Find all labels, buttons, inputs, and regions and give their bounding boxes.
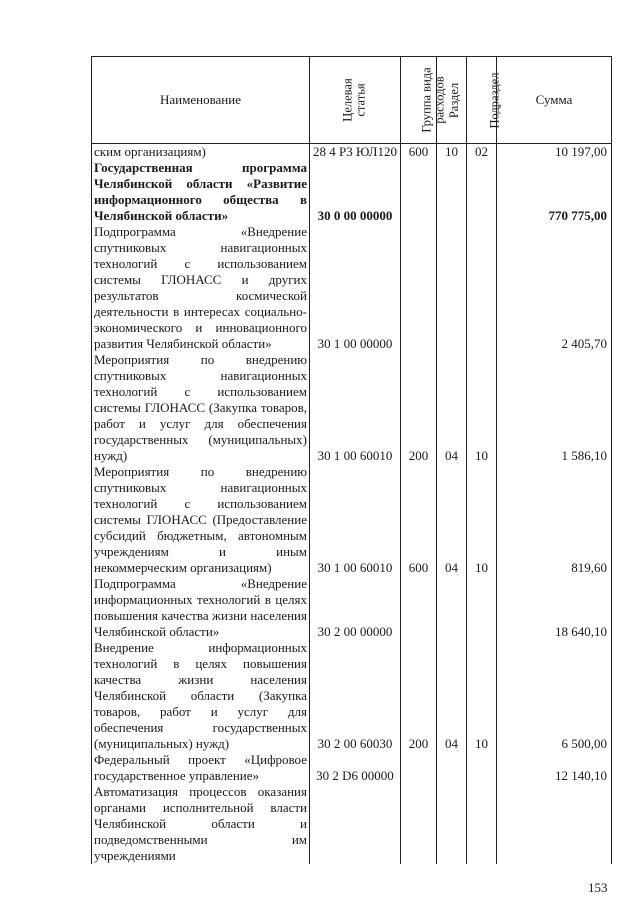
row-subsection: 10 [467, 352, 497, 464]
row-name: ским организациям) [92, 144, 310, 161]
row-section: 04 [437, 464, 467, 576]
page-number: 153 [588, 880, 608, 895]
row-section [437, 752, 467, 784]
table-row [92, 576, 612, 640]
row-section [437, 160, 467, 224]
row-target-article: 30 2 00 60030 [310, 640, 401, 752]
row-subsection: 10 [467, 640, 497, 752]
row-name: Подпрограмма «Внедрение информационных технологий в целях повышения качества жизни населения Челябинской области» [92, 576, 310, 640]
table-row [92, 352, 612, 464]
header-section: Раздел [437, 57, 467, 144]
header-name: Наименование [92, 57, 310, 144]
row-subsection [467, 160, 497, 224]
row-section [437, 784, 467, 864]
row-target-article: 30 0 00 00000 [310, 160, 401, 224]
row-target-article: 30 1 00 60010 [310, 464, 401, 576]
row-sum: 18 640,10 [497, 576, 612, 640]
row-target-article: 28 4 Р3 ЮЛ120 [310, 144, 401, 161]
row-expense-group: 600 [401, 464, 437, 576]
row-sum: 2 405,70 [497, 224, 612, 352]
row-name: Мероприятия по внедрению спутниковых навигационных технологий с использованием системы ГЛОНАСС (Закупка товаров, работ и услуг для обеспечения государственных (муниципальных) нужд) [92, 352, 310, 464]
header-target-article: Целевая статья [310, 57, 401, 144]
budget-table [91, 56, 612, 864]
row-expense-group: 600 [401, 144, 437, 161]
row-subsection [467, 784, 497, 864]
row-expense-group [401, 160, 437, 224]
row-sum: 6 500,00 [497, 640, 612, 752]
row-subsection: 02 [467, 144, 497, 161]
table-row [92, 464, 612, 576]
row-expense-group [401, 784, 437, 864]
table-row [92, 224, 612, 352]
header-sum: Сумма [497, 57, 612, 144]
table-row [92, 752, 612, 784]
header-subsection: Подраздел [467, 57, 497, 144]
row-sum: 819,60 [497, 464, 612, 576]
row-expense-group [401, 224, 437, 352]
row-section [437, 576, 467, 640]
row-target-article: 30 1 00 00000 [310, 224, 401, 352]
row-expense-group [401, 752, 437, 784]
row-target-article: 30 2 D6 00000 [310, 752, 401, 784]
row-sum: 1 586,10 [497, 352, 612, 464]
row-sum: 12 140,10 [497, 752, 612, 784]
row-target-article [310, 784, 401, 864]
row-section [437, 224, 467, 352]
row-sum: 10 197,00 [497, 144, 612, 161]
row-expense-group: 200 [401, 352, 437, 464]
table-row [92, 640, 612, 752]
row-subsection [467, 752, 497, 784]
row-section: 04 [437, 352, 467, 464]
row-name: Автоматизация процессов оказания органами исполнительной власти Челябинской области и подведомственными им учреждениями [92, 784, 310, 864]
row-name: Внедрение информационных технологий в целях повышения качества жизни населения Челябинской области (Закупка товаров, работ и услуг для обеспечения государственных (муниципальных) нужд) [92, 640, 310, 752]
header-row [92, 57, 612, 144]
row-subsection [467, 224, 497, 352]
row-section: 04 [437, 640, 467, 752]
header-expense-group: Группа вида расходов [401, 57, 437, 144]
row-sum: 770 775,00 [497, 160, 612, 224]
row-subsection [467, 576, 497, 640]
row-section: 10 [437, 144, 467, 161]
row-expense-group [401, 576, 437, 640]
row-name: Подпрограмма «Внедрение спутниковых навигационных технологий с использованием системы ГЛОНАСС и других результатов космической деятельности в интересах социально-экономического и инновационного развития Челябинской области» [92, 224, 310, 352]
row-sum [497, 784, 612, 864]
row-name: Федеральный проект «Цифровое государственное управление» [92, 752, 310, 784]
table-row [92, 144, 612, 161]
row-expense-group: 200 [401, 640, 437, 752]
row-target-article: 30 1 00 60010 [310, 352, 401, 464]
table-row [92, 160, 612, 224]
row-name: Государственная программа Челябинской области «Развитие информационного общества в Челябинской области» [92, 160, 310, 224]
row-name: Мероприятия по внедрению спутниковых навигационных технологий с использованием системы ГЛОНАСС (Предоставление субсидий бюджетным, автономным учреждениям и иным некоммерческим организациям) [92, 464, 310, 576]
table-row [92, 784, 612, 864]
row-subsection: 10 [467, 464, 497, 576]
row-target-article: 30 2 00 00000 [310, 576, 401, 640]
